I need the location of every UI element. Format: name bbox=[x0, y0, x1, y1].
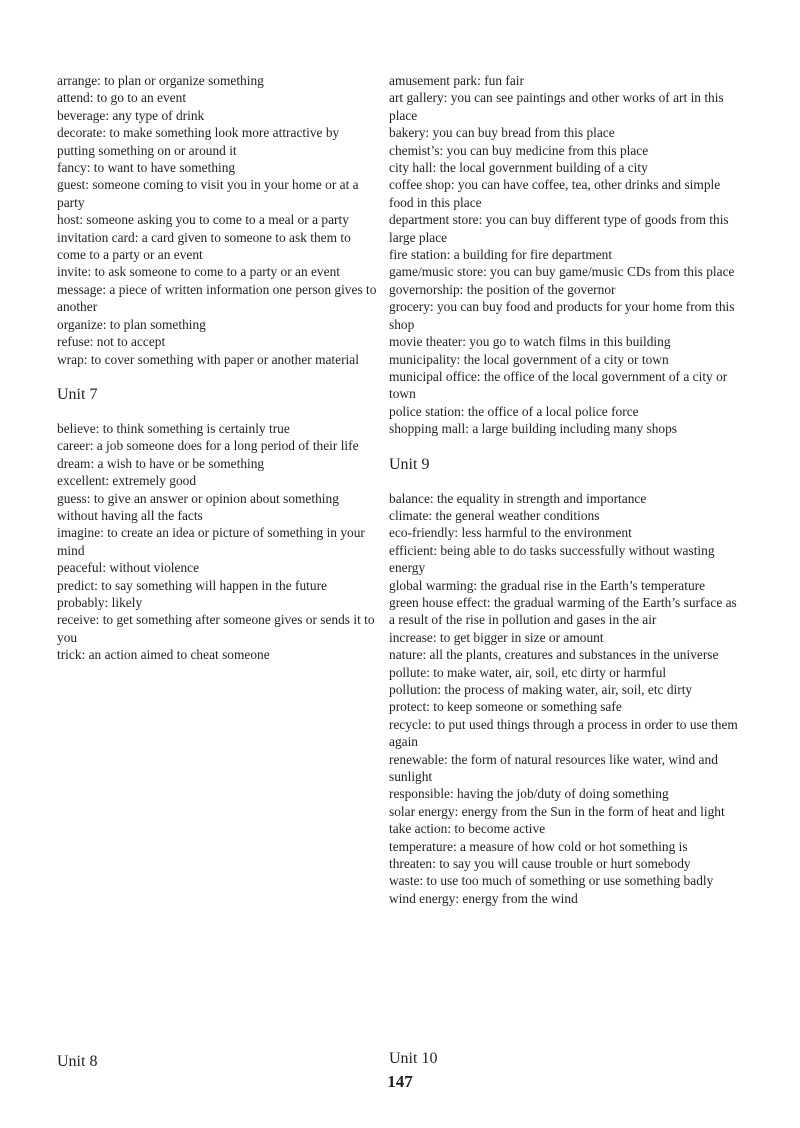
glossary-entry: pollution: the process of making water, air, soil, etc dirty bbox=[389, 682, 693, 697]
glossary-entry: chemist’s: you can buy medicine from this place bbox=[389, 142, 649, 158]
glossary-entry: believe: to think something is certainly true bbox=[57, 420, 290, 436]
glossary-entry: message: a piece of written information one person gives to another bbox=[57, 281, 377, 315]
glossary-entry: grocery: you can buy food and products for your home from this shop bbox=[389, 299, 735, 332]
unit6-entry-list bbox=[57, 72, 379, 368]
unit10-heading: Unit 10 bbox=[389, 1050, 438, 1067]
glossary-entry: department store: you can buy different type of goods from this large place bbox=[389, 212, 729, 245]
glossary-entry: guest: someone coming to visit you in your home or at a party bbox=[57, 177, 359, 210]
glossary-entry: fancy: to want to have something bbox=[57, 160, 236, 176]
glossary-entry: fire station: a building for fire department bbox=[389, 247, 613, 263]
glossary-entry: bakery: you can buy bread from this place bbox=[389, 125, 615, 141]
glossary-entry: nature: all the plants, creatures and substances in the universe bbox=[389, 647, 719, 663]
glossary-entry: refuse: not to accept bbox=[57, 334, 166, 350]
glossary-entry: attend: to go to an event bbox=[57, 90, 187, 106]
glossary-entry: governorship: the position of the governor bbox=[389, 281, 616, 297]
glossary-entry: decorate: to make something look more attractive by putting something on or around it bbox=[57, 125, 340, 158]
glossary-entry: city hall: the local government building of a city bbox=[389, 160, 648, 176]
glossary-entry: temperature: a measure of how cold or hot something is bbox=[389, 838, 688, 854]
glossary-entry: take action: to become active bbox=[389, 821, 546, 837]
glossary-entry: waste: to use too much of something or use something badly bbox=[389, 873, 714, 889]
glossary-entry: dream: a wish to have or be something bbox=[57, 455, 265, 471]
glossary-entry: responsible: having the job/duty of doing something bbox=[389, 786, 669, 802]
glossary-entry: renewable: the form of natural resources like water, wind and sunlight bbox=[389, 751, 718, 785]
glossary-entry: movie theater: you go to watch films in this building bbox=[389, 334, 671, 350]
glossary-entry: threaten: to say you will cause trouble or hurt somebody bbox=[389, 856, 691, 872]
glossary-entry: predict: to say something will happen in the future bbox=[57, 577, 327, 593]
glossary-entry: global warming: the gradual rise in the Earth’s temperature bbox=[389, 577, 706, 593]
glossary-entry: eco-friendly: less harmful to the environment bbox=[389, 525, 632, 541]
glossary-entry: increase: to get bigger in size or amount bbox=[389, 629, 604, 645]
glossary-entry: beverage: any type of drink bbox=[57, 107, 205, 123]
glossary-entry: amusement park: fun fair bbox=[389, 73, 524, 88]
glossary-entry: game/music store: you can buy game/music CDs from this place bbox=[389, 264, 735, 280]
glossary-entry: career: a job someone does for a long period of their life bbox=[57, 438, 359, 454]
glossary-entry: organize: to plan something bbox=[57, 316, 206, 332]
glossary-entry: climate: the general weather conditions bbox=[389, 507, 600, 523]
glossary-entry: shopping mall: a large building including many shops bbox=[389, 421, 677, 437]
glossary-entry: excellent: extremely good bbox=[57, 473, 197, 489]
glossary-entry: pollute: to make water, air, soil, etc dirty or harmful bbox=[389, 664, 667, 680]
unit8-heading: Unit 8 bbox=[57, 1053, 98, 1070]
glossary-entry: wrap: to cover something with paper or another material bbox=[57, 351, 359, 367]
glossary-entry: municipality: the local government of a city or town bbox=[389, 351, 669, 367]
left-column bbox=[57, 72, 379, 664]
glossary-entry: guess: to give an answer or opinion about something without having all the facts bbox=[57, 490, 339, 523]
glossary-entry: trick: an action aimed to cheat someone bbox=[57, 647, 270, 663]
glossary-entry: solar energy: energy from the Sun in the form of heat and light bbox=[389, 803, 725, 819]
glossary-entry: coffee shop: you can have coffee, tea, other drinks and simple food in this place bbox=[389, 177, 721, 210]
glossary-entry: efficient: being able to do tasks successfully without wasting energy bbox=[389, 542, 715, 576]
glossary-entry: protect: to keep someone or something safe bbox=[389, 699, 622, 715]
glossary-entry: balance: the equality in strength and importance bbox=[389, 490, 647, 506]
right-column bbox=[389, 72, 745, 907]
glossary-entry: receive: to get something after someone gives or sends it to you bbox=[57, 612, 375, 645]
glossary-entry: arrange: to plan or organize something bbox=[57, 73, 264, 88]
glossary-entry: police station: the office of a local police force bbox=[389, 403, 639, 419]
glossary-entry: recycle: to put used things through a process in order to use them again bbox=[389, 716, 738, 750]
glossary-entry: imagine: to create an idea or picture of something in your mind bbox=[57, 525, 365, 558]
unit8-entry-list bbox=[389, 72, 745, 438]
glossary-entry: wind energy: energy from the wind bbox=[389, 890, 578, 906]
glossary-entry: invitation card: a card given to someone to ask them to come to a party or an event bbox=[57, 229, 351, 263]
glossary-entry: art gallery: you can see paintings and other works of art in this place bbox=[389, 90, 724, 123]
glossary-entry: invite: to ask someone to come to a party or an event bbox=[57, 264, 340, 280]
glossary-entry: municipal office: the office of the local government of a city or town bbox=[389, 368, 728, 402]
unit9-heading: Unit 9 bbox=[389, 455, 430, 473]
page-number: 147 bbox=[387, 1072, 413, 1091]
glossary-entry: peaceful: without violence bbox=[57, 560, 200, 576]
unit9-entry-list bbox=[389, 490, 745, 908]
glossary-entry: probably: likely bbox=[57, 594, 143, 610]
glossary-entry: green house effect: the gradual warming of the Earth’s surface as a result of the rise in pollution and gases in the air bbox=[389, 594, 737, 628]
unit7-heading: Unit 7 bbox=[57, 385, 98, 403]
glossary-entry: host: someone asking you to come to a meal or a party bbox=[57, 212, 349, 228]
unit7-entry-list bbox=[57, 420, 379, 664]
